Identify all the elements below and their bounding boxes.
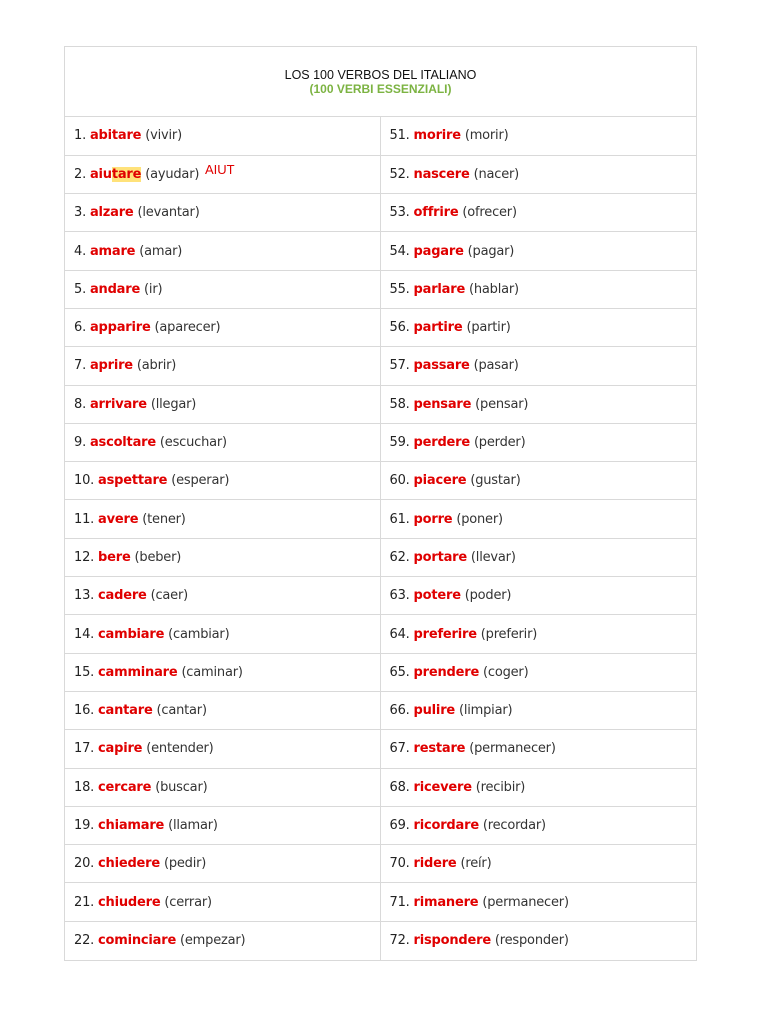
highlighted-verb-part: tare xyxy=(111,166,142,182)
spanish-translation: (ir) xyxy=(144,281,163,297)
spanish-translation: (escuchar) xyxy=(159,435,227,451)
italian-verb: aprire xyxy=(89,358,133,374)
italian-verb: cadere xyxy=(98,588,147,604)
verb-number: 2. xyxy=(74,166,87,182)
italian-verb: passare xyxy=(413,358,470,374)
verb-number: 19. xyxy=(74,817,95,833)
spanish-translation: (nacer) xyxy=(473,166,520,182)
verb-number: 54. xyxy=(389,243,410,259)
verb-cell-right xyxy=(380,577,696,615)
verb-cell-left xyxy=(65,538,380,576)
spanish-translation: (coger) xyxy=(483,664,529,680)
page-title: LOS 100 VERBOS DEL ITALIANO xyxy=(284,68,477,82)
verb-number: 59. xyxy=(389,435,410,451)
italian-verb: bere xyxy=(98,549,131,565)
italian-verb: morire xyxy=(413,128,461,144)
italian-verb: partire xyxy=(413,320,463,336)
verb-cell-right xyxy=(380,462,696,500)
verb-number: 1. xyxy=(74,128,87,144)
italian-verb: camminare xyxy=(98,664,178,680)
table-row xyxy=(65,577,696,615)
verb-cell-right xyxy=(380,883,696,921)
spanish-translation: (reír) xyxy=(460,856,492,872)
verb-cell-left xyxy=(65,347,380,385)
italian-verb: rimanere xyxy=(413,894,479,910)
verb-cell-left xyxy=(65,768,380,806)
verb-cell-right xyxy=(380,921,696,959)
spanish-translation: (empezar) xyxy=(180,933,246,949)
spanish-translation: (morir) xyxy=(464,128,509,144)
table-row xyxy=(65,423,696,461)
verb-cell-left xyxy=(65,462,380,500)
italian-verb: chiudere xyxy=(98,894,161,910)
verb-cell-right xyxy=(380,615,696,653)
verb-cell-right xyxy=(380,423,696,461)
verb-cell-right xyxy=(380,270,696,308)
verb-cell-left xyxy=(65,653,380,691)
verb-cell-left xyxy=(65,270,380,308)
table-row xyxy=(65,691,696,729)
table-row xyxy=(65,270,696,308)
verb-cell-left xyxy=(65,921,380,959)
spanish-translation: (ofrecer) xyxy=(462,205,517,221)
italian-verb xyxy=(90,167,141,182)
spanish-translation: (perder) xyxy=(473,435,526,451)
verb-number: 58. xyxy=(389,396,410,412)
verb-cell-right xyxy=(380,385,696,423)
verb-table-body xyxy=(65,117,696,960)
verb-cell-right xyxy=(380,806,696,844)
table-row xyxy=(65,385,696,423)
table-row xyxy=(65,806,696,844)
spanish-translation: (pasar) xyxy=(473,358,519,374)
verb-cell-left xyxy=(65,423,380,461)
spanish-translation: (limpiar) xyxy=(458,703,513,719)
table-row xyxy=(65,615,696,653)
verb-cell-right xyxy=(380,117,696,155)
table-row xyxy=(65,653,696,691)
verb-cell-left xyxy=(65,806,380,844)
spanish-translation: (responder) xyxy=(494,933,569,949)
verb-number: 3. xyxy=(74,205,87,221)
table-row xyxy=(65,462,696,500)
verb-table xyxy=(65,117,696,960)
spanish-translation: (llevar) xyxy=(470,549,516,565)
table-row xyxy=(65,117,696,155)
verb-cell-left xyxy=(65,194,380,232)
spanish-translation: (buscar) xyxy=(155,779,208,795)
table-row xyxy=(65,768,696,806)
spanish-translation: (recibir) xyxy=(475,779,526,795)
verb-number: 61. xyxy=(389,511,410,527)
verb-cell-left xyxy=(65,308,380,346)
verb-cell-left xyxy=(65,500,380,538)
verb-number: 20. xyxy=(74,856,95,872)
italian-verb: prendere xyxy=(413,664,480,680)
italian-verb: restare xyxy=(413,741,466,757)
verb-number: 16. xyxy=(74,703,95,719)
table-row xyxy=(65,883,696,921)
spanish-translation: (entender) xyxy=(146,741,214,757)
spanish-translation: (amar) xyxy=(139,243,183,259)
verb-number: 63. xyxy=(389,588,410,604)
verb-cell-left xyxy=(65,232,380,270)
verb-cell-right xyxy=(380,232,696,270)
page-subtitle: (100 VERBI ESSENZIALI) xyxy=(309,82,452,96)
verb-number: 9. xyxy=(74,435,87,451)
italian-verb: portare xyxy=(413,549,467,565)
verb-number: 57. xyxy=(389,358,410,374)
table-row xyxy=(65,232,696,270)
verb-cell-left xyxy=(65,117,380,155)
verb-number: 22. xyxy=(74,933,95,949)
italian-verb: ridere xyxy=(413,856,457,872)
verb-cell-right xyxy=(380,691,696,729)
verb-cell-left xyxy=(65,385,380,423)
verb-number: 72. xyxy=(389,933,410,949)
verb-number: 65. xyxy=(389,664,410,680)
verb-cell-left xyxy=(65,845,380,883)
spanish-translation: (beber) xyxy=(134,549,182,565)
verb-number: 6. xyxy=(74,320,87,336)
verb-cell-right xyxy=(380,653,696,691)
spanish-translation: (caminar) xyxy=(181,664,243,680)
spanish-translation: (vivir) xyxy=(145,128,182,144)
verb-number: 71. xyxy=(389,894,410,910)
verb-cell-right xyxy=(380,194,696,232)
verb-number: 4. xyxy=(74,243,87,259)
table-row xyxy=(65,730,696,768)
verb-number: 14. xyxy=(74,626,95,642)
spanish-translation: (aparecer) xyxy=(154,320,221,336)
table-row xyxy=(65,538,696,576)
spanish-translation: (cambiar) xyxy=(168,626,230,642)
italian-verb: abitare xyxy=(89,128,142,144)
table-row xyxy=(65,845,696,883)
italian-verb: pagare xyxy=(413,243,464,259)
verb-number: 12. xyxy=(74,549,95,565)
verb-cell-right xyxy=(380,768,696,806)
spanish-translation: (pedir) xyxy=(163,856,207,872)
verb-number: 18. xyxy=(74,779,95,795)
italian-verb: cambiare xyxy=(98,626,165,642)
table-row xyxy=(65,347,696,385)
italian-verb: potere xyxy=(413,588,461,604)
italian-verb: parlare xyxy=(413,281,466,297)
italian-verb: amare xyxy=(89,243,136,259)
spanish-translation: (abrir) xyxy=(136,358,177,374)
italian-verb: nascere xyxy=(413,166,470,182)
italian-verb: ricordare xyxy=(413,817,479,833)
verb-number: 67. xyxy=(389,741,410,757)
spanish-translation: (llegar) xyxy=(150,396,197,412)
verb-number: 55. xyxy=(389,281,410,297)
italian-verb: chiedere xyxy=(98,856,161,872)
verb-cell-right xyxy=(380,730,696,768)
verb-cell-right xyxy=(380,308,696,346)
verb-cell-left xyxy=(65,730,380,768)
table-row xyxy=(65,155,696,193)
italian-verb: cominciare xyxy=(98,933,177,949)
verb-number: 10. xyxy=(74,473,95,489)
spanish-translation: (recordar) xyxy=(482,817,546,833)
spanish-translation: (permanecer) xyxy=(482,894,569,910)
verb-cell-right xyxy=(380,347,696,385)
verb-cell-left xyxy=(65,691,380,729)
table-row xyxy=(65,194,696,232)
spanish-translation: (partir) xyxy=(466,320,511,336)
spanish-translation: (poner) xyxy=(456,511,503,527)
italian-verb: cercare xyxy=(98,779,152,795)
verb-number: 56. xyxy=(389,320,410,336)
verb-number: 17. xyxy=(74,741,95,757)
handwritten-annotation: AIUT xyxy=(205,162,235,177)
spanish-translation: (gustar) xyxy=(470,473,521,489)
sheet-header xyxy=(65,47,696,117)
verb-cell-right xyxy=(380,538,696,576)
italian-verb: chiamare xyxy=(98,817,165,833)
spanish-translation: (esperar) xyxy=(171,473,230,489)
verb-cell-left xyxy=(65,883,380,921)
spanish-translation: (llamar) xyxy=(168,817,218,833)
verb-number: 66. xyxy=(389,703,410,719)
verb-number: 51. xyxy=(389,128,410,144)
italian-verb: piacere xyxy=(413,473,467,489)
table-row xyxy=(65,308,696,346)
italian-verb: preferire xyxy=(413,626,477,642)
spanish-translation: (caer) xyxy=(150,588,188,604)
table-row xyxy=(65,921,696,959)
spanish-translation: (levantar) xyxy=(137,205,200,221)
verb-number: 52. xyxy=(389,166,410,182)
italian-verb-part: aiu xyxy=(89,166,112,182)
verb-number: 62. xyxy=(389,549,410,565)
verb-cell-right xyxy=(380,155,696,193)
italian-verb: arrivare xyxy=(89,396,147,412)
verb-number: 68. xyxy=(389,779,410,795)
italian-verb: apparire xyxy=(89,320,151,336)
italian-verb: cantare xyxy=(98,703,153,719)
italian-verb: andare xyxy=(89,281,141,297)
verb-number: 21. xyxy=(74,894,95,910)
verb-list-sheet xyxy=(64,46,697,961)
verb-number: 13. xyxy=(74,588,95,604)
italian-verb: capire xyxy=(98,741,143,757)
italian-verb: avere xyxy=(98,511,139,527)
spanish-translation: (pensar) xyxy=(475,396,529,412)
italian-verb: alzare xyxy=(89,205,134,221)
table-row xyxy=(65,500,696,538)
verb-cell-right xyxy=(380,845,696,883)
spanish-translation: (tener) xyxy=(142,511,186,527)
verb-number: 70. xyxy=(389,856,410,872)
italian-verb: offrire xyxy=(413,205,459,221)
spanish-translation: (cantar) xyxy=(156,703,207,719)
verb-number: 15. xyxy=(74,664,95,680)
spanish-translation: (pagar) xyxy=(467,243,515,259)
italian-verb: pensare xyxy=(413,396,472,412)
italian-verb: porre xyxy=(413,511,453,527)
verb-number: 7. xyxy=(74,358,87,374)
verb-cell-left xyxy=(65,615,380,653)
verb-number: 64. xyxy=(389,626,410,642)
verb-number: 53. xyxy=(389,205,410,221)
italian-verb: ascoltare xyxy=(89,435,156,451)
spanish-translation: (hablar) xyxy=(469,281,519,297)
spanish-translation: (cerrar) xyxy=(164,894,212,910)
italian-verb: rispondere xyxy=(413,933,491,949)
verb-number: 8. xyxy=(74,396,87,412)
italian-verb: pulire xyxy=(413,703,456,719)
verb-number: 60. xyxy=(389,473,410,489)
italian-verb: ricevere xyxy=(413,779,472,795)
verb-number: 69. xyxy=(389,817,410,833)
italian-verb: perdere xyxy=(413,435,470,451)
spanish-translation: (preferir) xyxy=(480,626,538,642)
verb-number: 5. xyxy=(74,281,87,297)
spanish-translation: (permanecer) xyxy=(469,741,556,757)
verb-cell-right xyxy=(380,500,696,538)
spanish-translation: (ayudar) xyxy=(145,166,200,182)
spanish-translation: (poder) xyxy=(464,588,512,604)
verb-cell-left xyxy=(65,577,380,615)
verb-number: 11. xyxy=(74,511,95,527)
italian-verb: aspettare xyxy=(98,473,168,489)
